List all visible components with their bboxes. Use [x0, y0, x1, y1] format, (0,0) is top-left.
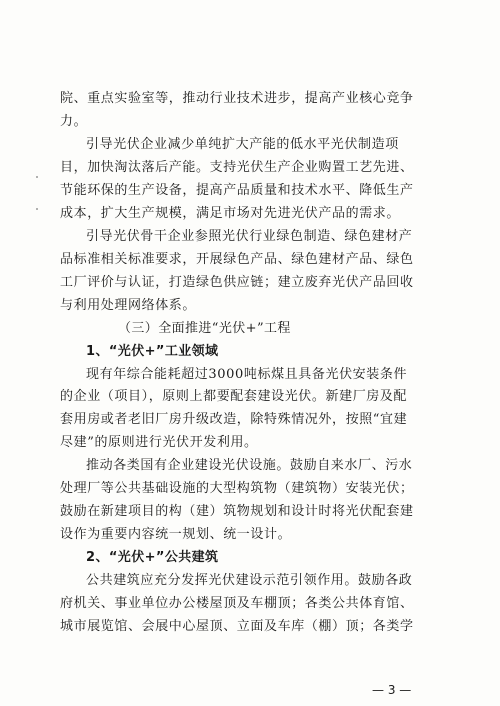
body-line: 工厂评价与认证，打造绿色供应链；建立废弃光伏产品回收 — [60, 275, 414, 290]
body-line: 府机关、事业单位办公楼屋顶及车棚顶；各类公共体育馆、 — [60, 596, 414, 611]
body-line: 尽建”的原则进行光伏开发利用。 — [60, 435, 258, 450]
body-line: 鼓励在新建项目的构（建）筑物规划和设计时将光伏配套建 — [60, 504, 414, 519]
body-line: 套用房或者老旧厂房升级改造，除特殊情况外，按照“宜建 — [60, 412, 408, 427]
body-line: 的企业（项目），原则上都要配套建设光伏。新建厂房及配 — [60, 389, 408, 404]
body-line: 与利用处理网络体系。 — [60, 298, 197, 313]
section-heading: （三）全面推进“光伏+”工程 — [118, 321, 291, 336]
paragraph-first-line: 引导光伏骨干企业参照光伏行业绿色制造、绿色建材产 — [86, 229, 413, 244]
body-line: 院、重点实验室等，推动行业技术进步，提高产业核心竞争 — [60, 91, 414, 106]
paragraph-first-line: 公共建筑应充分发挥光伏建设示范引领作用。鼓励各政 — [86, 573, 413, 588]
body-line: 成本，扩大生产规模，满足市场对先进光伏产品的需求。 — [60, 206, 401, 221]
body-line: 设作为重要内容统一规划、统一设计。 — [60, 527, 292, 542]
body-line: 力。 — [60, 114, 88, 129]
subsection-heading: 2、“光伏+”公共建筑 — [86, 550, 219, 565]
body-line: 城市展览馆、会展中心屋顶、立面及车库（棚）顶；各类学 — [60, 619, 414, 634]
page-number: — 3 — — [372, 683, 412, 697]
scan-speck — [36, 176, 38, 178]
subsection-heading: 1、“光伏+”工业领域 — [86, 344, 219, 359]
paragraph-first-line: 引导光伏企业减少单纯扩大产能的低水平光伏制造项 — [86, 137, 399, 152]
body-line: 目，加快淘汰落后产能。支持光伏生产企业购置工艺先进、 — [60, 160, 414, 175]
paragraph-first-line: 现有年综合能耗超过3000吨标煤且具备光伏安装条件 — [86, 367, 408, 382]
body-line: 处理厂等公共基础设施的大型构筑物（建筑物）安装光伏； — [60, 481, 414, 496]
scan-speck — [36, 208, 38, 210]
body-line: 节能环保的生产设备，提高产品质量和技术水平、降低生产 — [60, 183, 414, 198]
body-line: 品标准相关标准要求，开展绿色产品、绿色建材产品、绿色 — [60, 252, 414, 267]
paragraph-first-line: 推动各类国有企业建设光伏设施。鼓励自来水厂、污水 — [86, 458, 413, 473]
